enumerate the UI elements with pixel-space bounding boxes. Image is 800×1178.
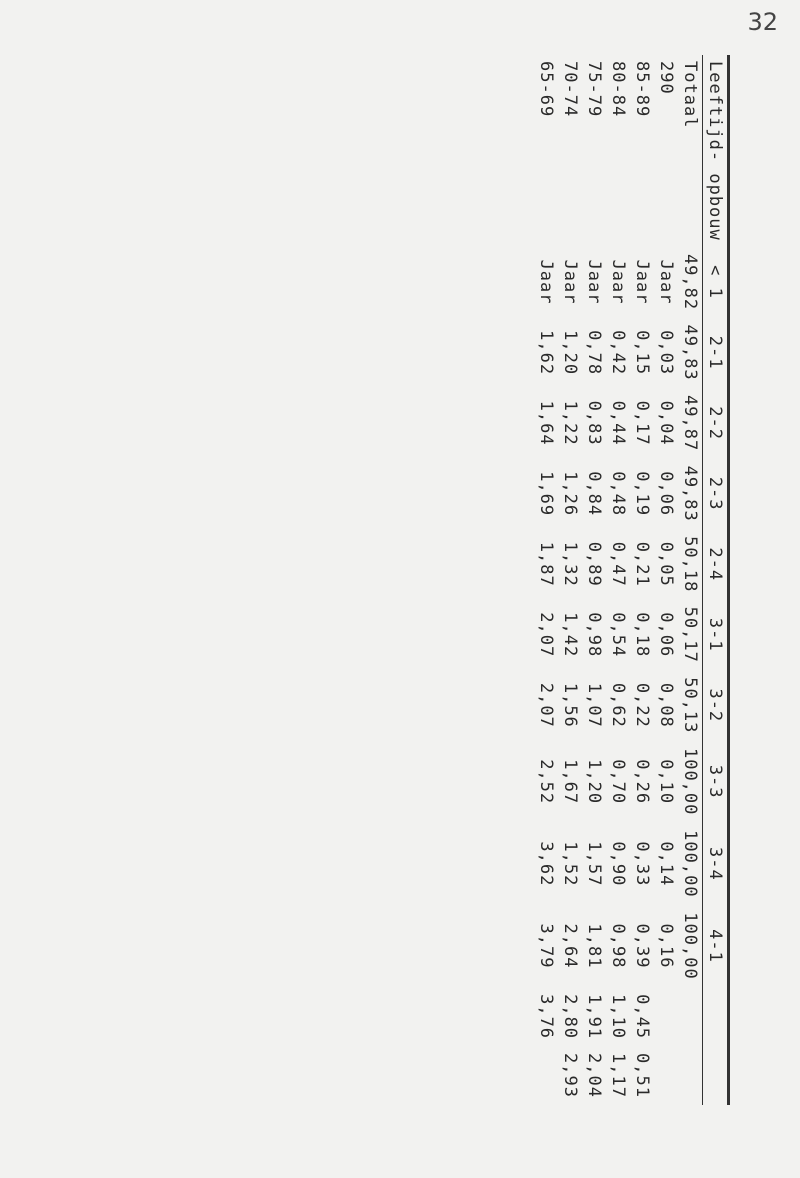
table-cell: 0,16 — [656, 923, 676, 969]
table-cell: 0,39 — [632, 923, 652, 969]
table-cell: 2,07 — [536, 682, 556, 728]
table-cell: 0,89 — [584, 541, 604, 587]
table-cell: Jaar — [536, 259, 556, 305]
table-cell: 1,20 — [584, 759, 604, 805]
table-cell: 0,04 — [656, 400, 676, 446]
table-cell: 2-1 — [705, 335, 725, 370]
table-cell: 0,18 — [632, 612, 652, 658]
table-cell: 2,07 — [536, 612, 556, 658]
table-row — [654, 55, 678, 1105]
table-cell: 0,98 — [608, 923, 628, 969]
table-cell: 0,62 — [608, 682, 628, 728]
table-cell: 3-4 — [705, 846, 725, 881]
table-cell: 3,79 — [536, 923, 556, 969]
table-cell: 1,26 — [560, 471, 580, 517]
table-cell: 1,62 — [536, 330, 556, 376]
table-row — [582, 55, 606, 1105]
table-cell: 2,64 — [560, 923, 580, 969]
table-cell: 1,67 — [560, 759, 580, 805]
table-cell: 0,70 — [608, 759, 628, 805]
table-cell: 1,22 — [560, 400, 580, 446]
row-label: Leeftijd- opbouw — [705, 61, 725, 241]
table-cell: 3-2 — [705, 688, 725, 723]
table-cell: 0,33 — [632, 841, 652, 887]
table-cell: 2,80 — [560, 994, 580, 1040]
table-row — [678, 55, 703, 1105]
table-cell: 0,44 — [608, 400, 628, 446]
page-number: 32 — [747, 8, 778, 36]
table-cell: 0,14 — [656, 841, 676, 887]
table-cell: 100,00 — [680, 830, 700, 898]
table-cell: 1,20 — [560, 330, 580, 376]
table-cell: 2-4 — [705, 547, 725, 582]
table-cell: 1,10 — [608, 994, 628, 1040]
table-cell: 1,17 — [608, 1053, 628, 1098]
table-cell: 0,06 — [656, 471, 676, 517]
table-cell: 50,17 — [680, 606, 700, 663]
table-cell: 0,22 — [632, 682, 652, 728]
table-cell: 3-1 — [705, 617, 725, 652]
table-cell: 49,82 — [680, 253, 700, 311]
table-cell: 1,87 — [536, 541, 556, 587]
table-cell: 0,03 — [656, 330, 676, 376]
table-cell: 0,47 — [608, 541, 628, 587]
table-cell: 50,18 — [680, 536, 700, 593]
table-cell: 3,62 — [536, 841, 556, 887]
table-row — [606, 55, 630, 1105]
table-cell: 2,52 — [536, 759, 556, 805]
table-cell: 0,06 — [656, 612, 676, 658]
table-cell: 0,15 — [632, 330, 652, 376]
table-cell: 1,56 — [560, 682, 580, 728]
table-cell: 0,42 — [608, 330, 628, 376]
table-cell: Jaar — [608, 259, 628, 305]
table-cell: 3,76 — [536, 994, 556, 1040]
table-cell: 0,45 — [632, 994, 652, 1040]
table-cell: 1,32 — [560, 541, 580, 587]
table-cell: 2-2 — [705, 406, 725, 440]
table-cell: 2,93 — [560, 1053, 580, 1098]
table-cell: 50,13 — [680, 677, 700, 734]
table-cell: Jaar — [584, 259, 604, 305]
table-cell: 0,10 — [656, 759, 676, 805]
row-label: 70-74 — [560, 61, 580, 118]
table-row — [534, 55, 558, 1105]
row-label: 85-89 — [632, 61, 652, 118]
table-cell: 0,48 — [608, 471, 628, 517]
row-label: Totaal — [680, 61, 700, 129]
table-cell: 0,84 — [584, 471, 604, 517]
row-label: 290 — [656, 61, 676, 95]
table-cell: 0,08 — [656, 682, 676, 728]
table-cell: Jaar — [560, 259, 580, 305]
table-cell: 0,54 — [608, 612, 628, 658]
row-label: 80-84 — [608, 61, 628, 118]
table-cell: 0,98 — [584, 612, 604, 658]
table-cell: 49,83 — [680, 465, 700, 522]
table-cell: 0,78 — [584, 330, 604, 376]
row-label: 75-79 — [584, 61, 604, 118]
table-cell: 100,00 — [680, 912, 700, 980]
table-cell: 1,69 — [536, 471, 556, 517]
table-cell: 3-3 — [705, 764, 725, 799]
table-cell: 100,00 — [680, 747, 700, 816]
table-cell: 1,42 — [560, 612, 580, 658]
table-cell: 0,19 — [632, 471, 652, 517]
table-cell: 0,90 — [608, 841, 628, 887]
table-cell: 4-1 — [705, 929, 725, 963]
table-cell: 1,91 — [584, 994, 604, 1040]
table-cell: 49,87 — [680, 395, 700, 452]
table-cell: 0,17 — [632, 400, 652, 446]
table-frame — [100, 55, 730, 1105]
table-cell: 2,04 — [584, 1053, 604, 1098]
table-cell: 0,21 — [632, 541, 652, 587]
row-label: 65-69 — [536, 61, 556, 118]
table-cell: 49,83 — [680, 324, 700, 381]
table-cell: 0,26 — [632, 759, 652, 805]
table-cell: 0,51 — [632, 1053, 652, 1098]
table-cell: 1,52 — [560, 841, 580, 887]
table-row — [558, 55, 582, 1105]
table-cell: Jaar — [632, 259, 652, 305]
table-cell: < 1 — [705, 265, 725, 299]
table-cell: 2-3 — [705, 476, 725, 511]
table-cell: 1,64 — [536, 400, 556, 446]
table-cell: 0,05 — [656, 541, 676, 587]
table-cell: 0,83 — [584, 400, 604, 446]
data-table — [534, 55, 730, 1105]
table-cell: Jaar — [656, 259, 676, 305]
table-header-row — [703, 55, 729, 1105]
table-cell: 1,07 — [584, 682, 604, 728]
table-cell: 1,81 — [584, 923, 604, 969]
table-cell: 1,57 — [584, 841, 604, 887]
table-row — [630, 55, 654, 1105]
